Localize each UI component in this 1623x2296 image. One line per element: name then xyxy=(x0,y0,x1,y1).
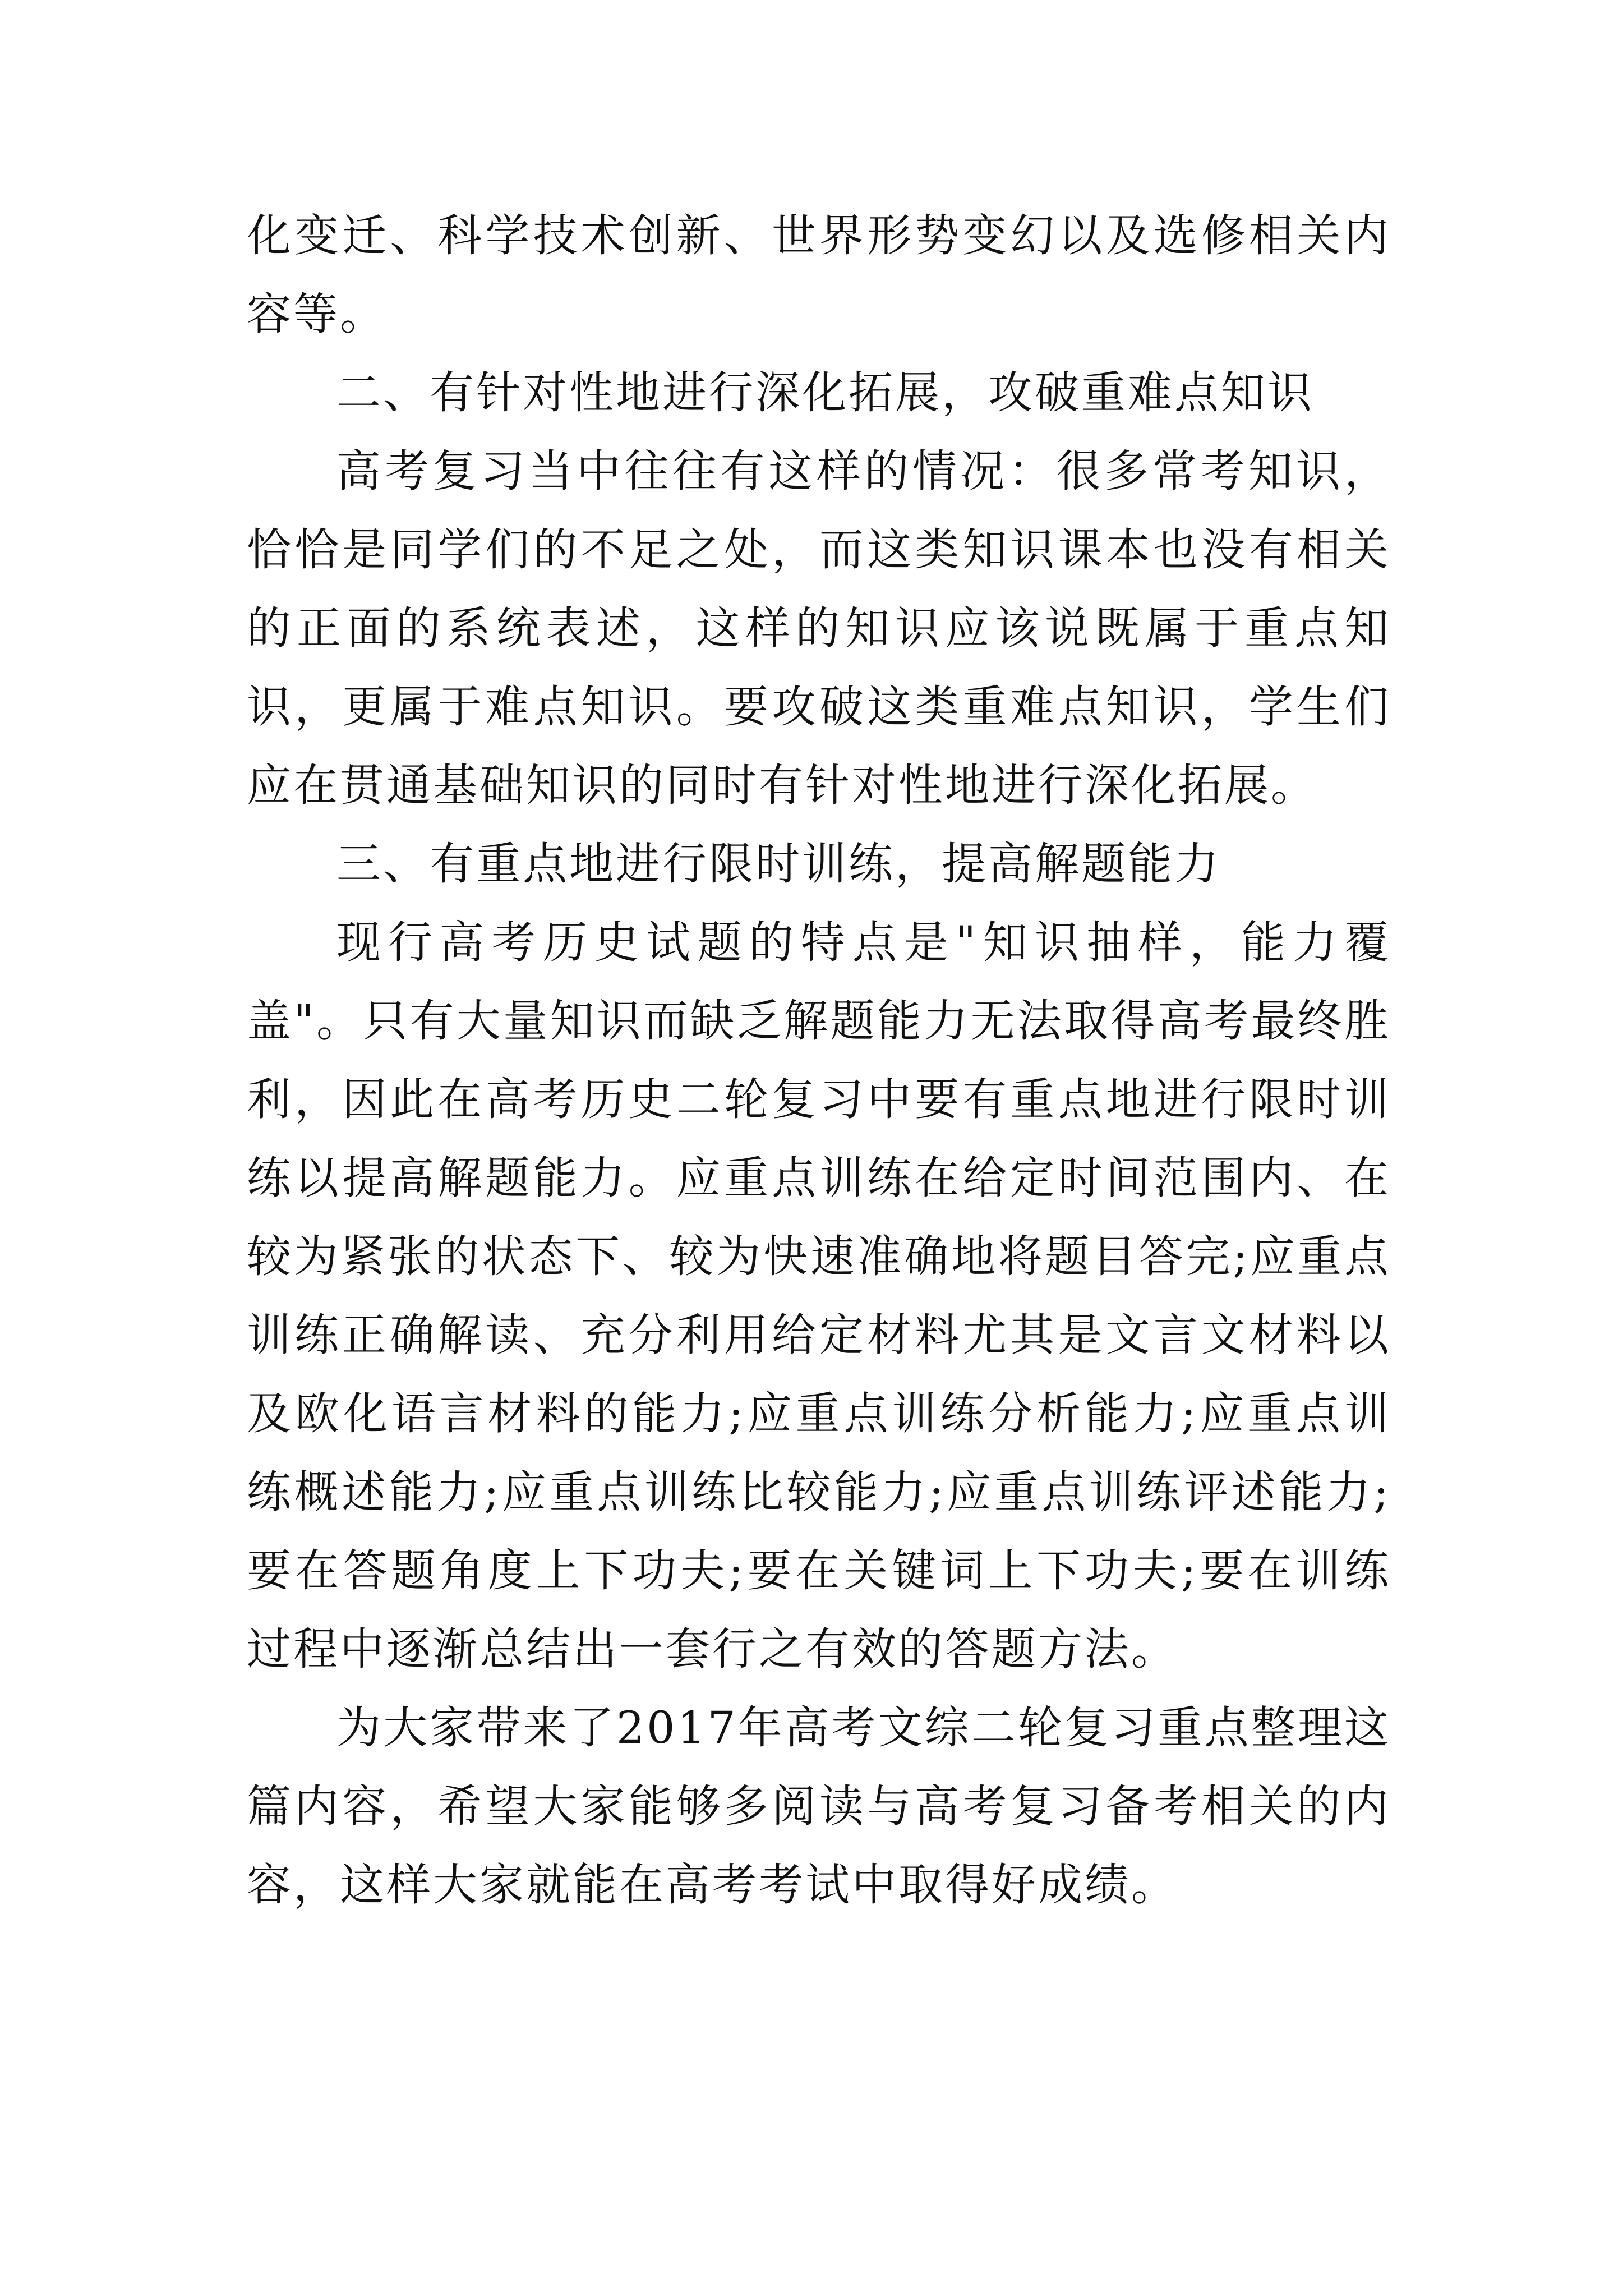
section-heading-3: 三、有重点地进行限时训练，提高解题能力 xyxy=(336,838,1221,890)
paragraph-key-knowledge: 高考复习当中往往有这样的情况：很多常考知识，恰恰是同学们的不足之处，而这类知识课本也没有相关的正面的系统表述，这样的知识应该说既属于重点知识，更属于难点知识。要攻破这类重难点知识，学生们应在贯通基础知识的同时有针对性地进行深化拓展。 xyxy=(247,445,1391,811)
document-body xyxy=(247,196,1391,1924)
paragraph-conclusion: 为大家带来了2017年高考文综二轮复习重点整理这篇内容，希望大家能够多阅读与高考复习备考相关的内容，这样大家就能在高考考试中取得好成绩。 xyxy=(247,1702,1391,1911)
section-heading-2: 二、有针对性地进行深化拓展，攻破重难点知识 xyxy=(336,367,1314,418)
paragraph-timed-training: 现行高考历史试题的特点是"知识抽样，能力覆盖"。只有大量知识而缺乏解题能力无法取得高考最终胜利，因此在高考历史二轮复习中要有重点地进行限时训练以提高解题能力。应重点训练在给定时间范围内、在较为紧张的状态下、较为快速准确地将题目答完;应重点训练正确解读、充分利用给定材料尤其是文言文材料以及欧化语言材料的能力;应重点训练分析能力;应重点训练概述能力;应重点训练比较能力;应重点训练评述能力;要在答题角度上下功夫;要在关键词上下功夫;要在训练过程中逐渐总结出一套行之有效的答题方法。 xyxy=(247,917,1391,1675)
paragraph-continuation: 化变迁、科学技术创新、世界形势变幻以及选修相关内容等。 xyxy=(247,210,1391,340)
